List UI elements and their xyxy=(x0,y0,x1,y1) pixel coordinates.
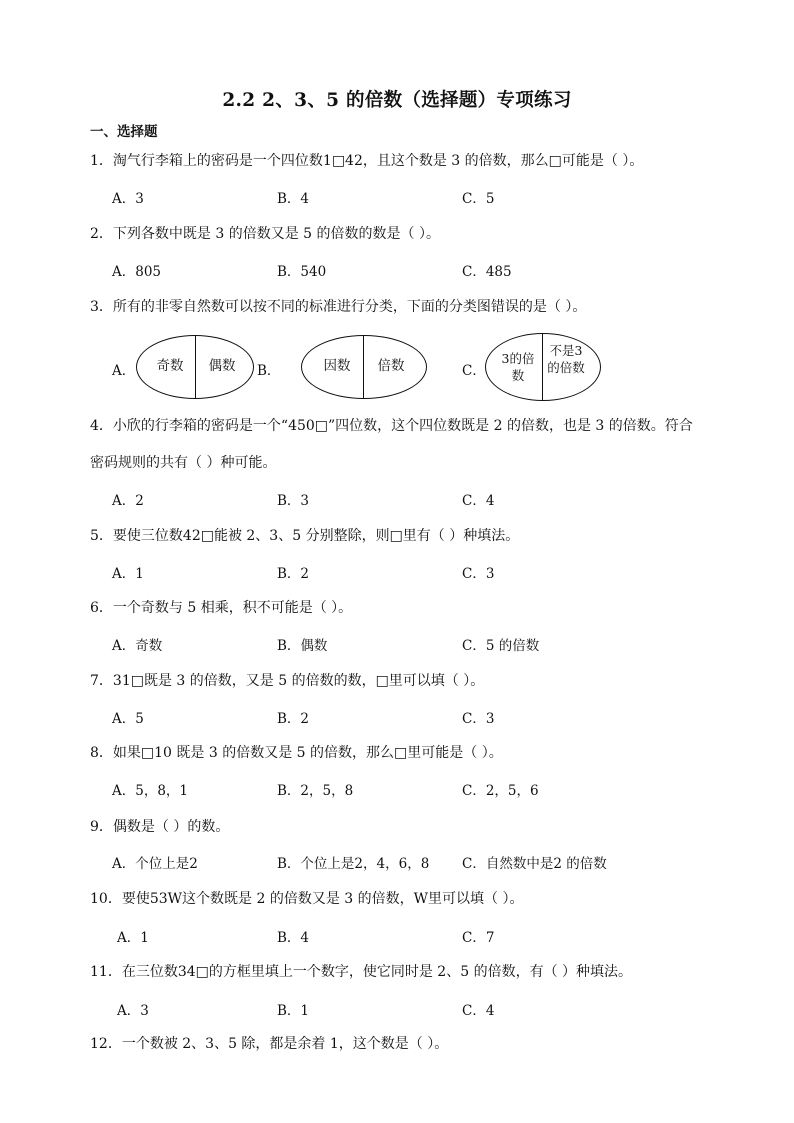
option-a[interactable]: A． xyxy=(112,363,136,379)
option-b[interactable]: B．2，5，8 xyxy=(277,783,354,799)
option-b[interactable]: B．540 xyxy=(277,264,327,280)
option-c[interactable]: C．3 xyxy=(462,566,495,582)
option-c[interactable]: C．5 的倍数 xyxy=(462,638,540,654)
option-c[interactable]: C．3 xyxy=(462,711,495,727)
option-a[interactable]: A．奇数 xyxy=(112,638,163,654)
option-b[interactable]: B．偶数 xyxy=(277,638,328,654)
option-c[interactable]: C．7 xyxy=(462,930,495,946)
question-1: 1．淘气行李箱上的密码是一个四位数1□42，且这个数是 3 的倍数，那么□可能是（ ）。 xyxy=(90,153,644,169)
option-b[interactable]: B．4 xyxy=(277,930,310,946)
option-c[interactable]: C．自然数中是2 的倍数 xyxy=(462,856,607,872)
classification-diagram-c xyxy=(485,333,601,401)
question-10: 10．要使53W这个数既是 2 的倍数又是 3 的倍数，W里可以填（ ）。 xyxy=(90,891,524,907)
divider-line xyxy=(363,336,364,398)
question-2: 2．下列各数中既是 3 的倍数又是 5 的倍数的数是（ ）。 xyxy=(90,226,440,242)
question-12: 12．一个数被 2、3、5 除，都是余着 1，这个数是（ ）。 xyxy=(90,1036,449,1052)
diagram-left-label: 奇数 xyxy=(156,358,184,374)
question-5: 5．要使三位数42□能被 2、3、5 分别整除，则□里有（ ）种填法。 xyxy=(90,528,520,544)
option-a[interactable]: A．5 xyxy=(112,711,144,727)
option-a[interactable]: A．3 xyxy=(117,1003,149,1019)
option-a[interactable]: A．1 xyxy=(117,930,149,946)
question-6: 6．一个奇数与 5 相乘，积不可能是（ ）。 xyxy=(90,600,353,616)
question-3: 3．所有的非零自然数可以按不同的标准进行分类，下面的分类图错误的是（ ）。 xyxy=(90,299,587,315)
option-c[interactable]: C．5 xyxy=(462,191,495,207)
classification-diagram-b xyxy=(301,335,427,399)
diagram-left-label: 因数 xyxy=(323,358,351,374)
question-8: 8．如果□10 既是 3 的倍数又是 5 的倍数，那么□里可能是（ ）。 xyxy=(90,745,503,761)
divider-line xyxy=(542,334,543,400)
option-b[interactable]: B．2 xyxy=(277,711,310,727)
question-4: 4．小欣的行李箱的密码是一个“450□”四位数，这个四位数既是 2 的倍数，也是 3 的倍数。符合 xyxy=(90,418,693,434)
page-title: 2.2 2、3、5 的倍数（选择题）专项练习 xyxy=(222,90,572,111)
section-heading: 一、选择题 xyxy=(90,124,158,140)
option-a[interactable]: A．805 xyxy=(112,264,162,280)
option-a[interactable]: A．2 xyxy=(112,493,144,509)
diagram-right-label: 偶数 xyxy=(208,358,236,374)
diagram-right-label: 倍数 xyxy=(377,358,405,374)
option-c[interactable]: C．2，5，6 xyxy=(462,783,539,799)
option-a[interactable]: A．个位上是2 xyxy=(112,856,198,872)
question-7: 7．31□既是 3 的倍数，又是 5 的倍数的数，□里可以填（ ）。 xyxy=(90,673,485,689)
option-a[interactable]: A．1 xyxy=(112,566,144,582)
diagram-left-label: 3的倍数 xyxy=(501,351,535,383)
option-b[interactable]: B． xyxy=(257,363,281,379)
diagram-right-label: 不是3的倍数 xyxy=(547,343,585,375)
option-b[interactable]: B．个位上是2，4，6，8 xyxy=(277,856,430,872)
option-b[interactable]: B．1 xyxy=(277,1003,310,1019)
option-b[interactable]: B．2 xyxy=(277,566,310,582)
divider-line xyxy=(195,336,196,398)
option-a[interactable]: A．3 xyxy=(112,191,144,207)
option-c[interactable]: C． xyxy=(462,363,486,379)
question-11: 11．在三位数34□的方框里填上一个数字，使它同时是 2、5 的倍数，有（ ）种填法。 xyxy=(90,964,633,980)
option-c[interactable]: C．4 xyxy=(462,1003,495,1019)
option-b[interactable]: B．4 xyxy=(277,191,310,207)
question-9: 9．偶数是（ ）的数。 xyxy=(90,819,230,835)
question-4-continued: 密码规则的共有（ ）种可能。 xyxy=(90,455,277,471)
option-b[interactable]: B．3 xyxy=(277,493,310,509)
option-c[interactable]: C．4 xyxy=(462,493,495,509)
option-c[interactable]: C．485 xyxy=(462,264,512,280)
option-a[interactable]: A．5，8，1 xyxy=(112,783,189,799)
classification-diagram-a xyxy=(136,335,254,399)
